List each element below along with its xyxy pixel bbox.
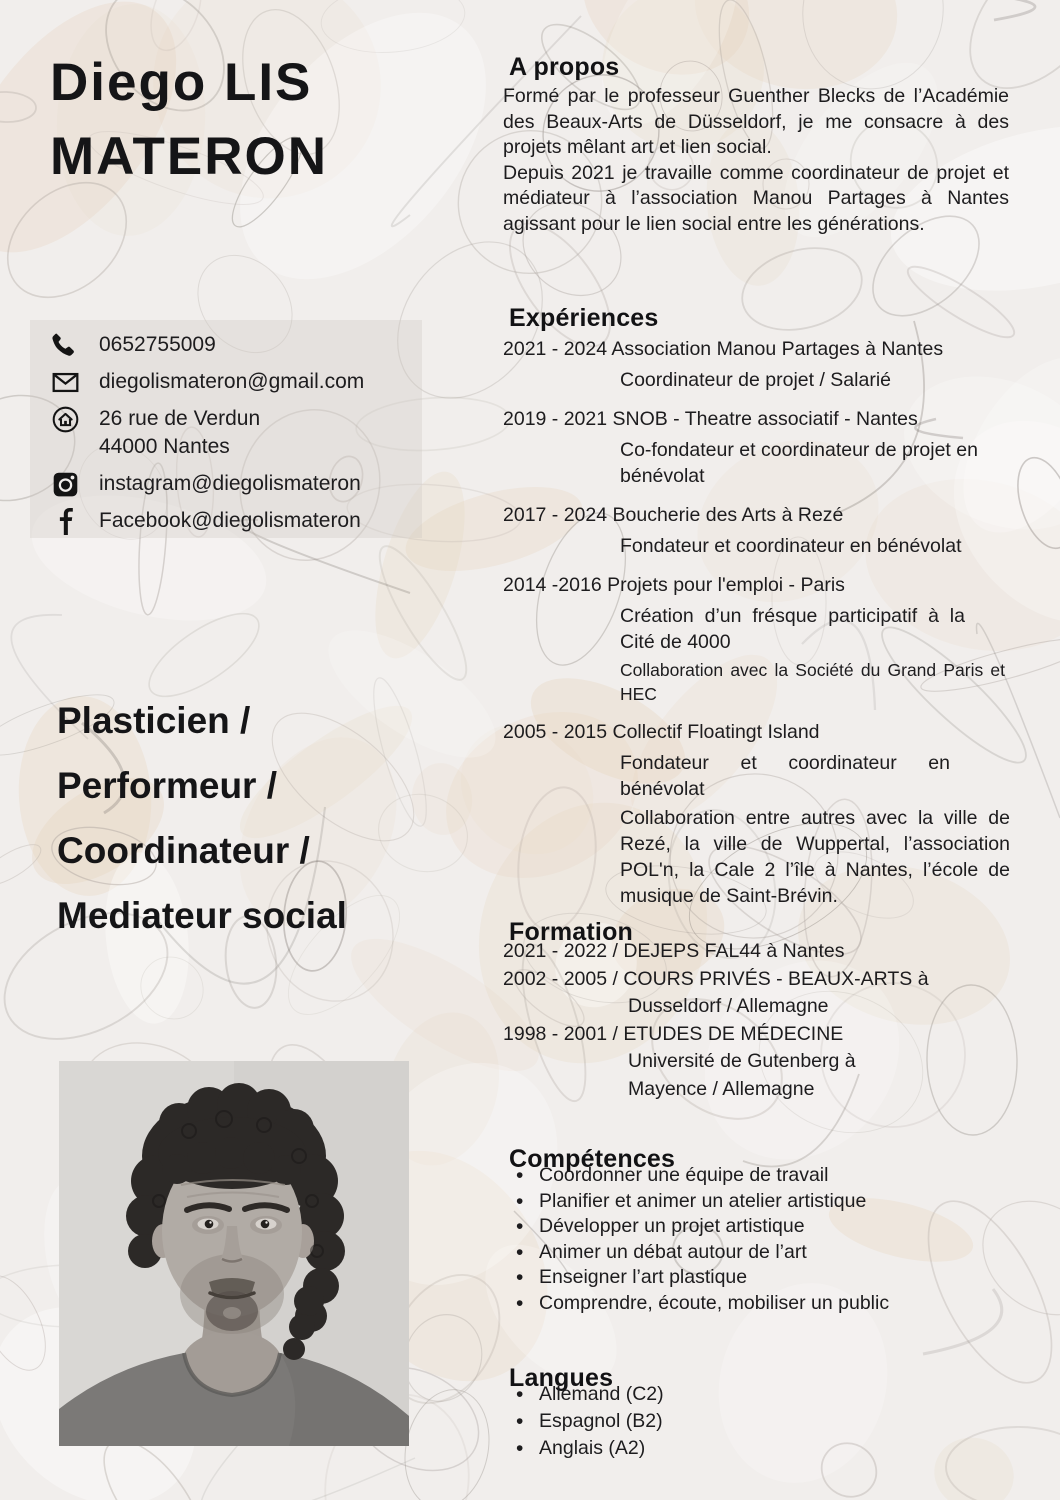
contact-item-phone [52, 331, 364, 359]
experience-title: 2014 -2016 Projets pour l'emploi - Paris [503, 574, 845, 596]
experience-detail: Collaboration entre autres avec la ville de Rezé, la ville de Wuppertal, l’association POL'n, la Cale 2 l’île à Nantes, l’école de musique de Saint-Brévin. [620, 807, 1010, 907]
formation-line: 2002 - 2005 / COURS PRIVÉS - BEAUX-ARTS à [503, 967, 929, 990]
formation-list [503, 938, 1010, 1103]
formation-line: Université de Gutenberg à [628, 1050, 856, 1072]
address [99, 405, 260, 461]
experience-title: 2019 - 2021 SNOB - Theatre associatif - Nantes [503, 408, 918, 430]
experience-entry [503, 572, 1010, 706]
experience-entry [503, 719, 1010, 909]
formation-line: Mayence / Allemagne [628, 1077, 815, 1100]
home-icon [52, 406, 79, 433]
name-line-2: MATERON [50, 127, 328, 186]
about-paragraph: Depuis 2021 je travaille comme coordinateur de projet et médiateur à l’association Manou Partages à Nantes agissant pour le lien social entre les générations. [503, 161, 1009, 235]
experience-detail: Création d’un frésque participatif à la Cité de 4000 [620, 605, 965, 653]
email-icon [52, 369, 79, 396]
formation-line: Dusseldorf / Allemagne [628, 995, 829, 1017]
experience-entry [503, 502, 1010, 559]
experience-entry [503, 406, 1010, 489]
formation-line: 1998 - 2001 / ETUDES DE MÉDECINE [503, 1022, 844, 1045]
competences-list [503, 1163, 889, 1316]
instagram-icon [52, 471, 79, 498]
experience-entry [503, 336, 1010, 393]
address-line-2: 44000 Nantes [99, 435, 230, 458]
section-heading-experiences: Expériences [509, 303, 659, 332]
competence-item: • Animer un débat autour de l’art [503, 1240, 889, 1266]
facebook-handle: Facebook@diegolismateron [99, 509, 361, 532]
contact-item-instagram [52, 470, 364, 498]
name-line-1: Diego LIS [50, 53, 313, 112]
section-heading-about: A propos [509, 52, 620, 81]
competence-item: • Coordonner une équipe de travail [503, 1163, 889, 1189]
competence-item: • Planifier et animer un atelier artistique [503, 1189, 889, 1215]
experience-list [503, 336, 1010, 922]
facebook-icon [52, 508, 79, 535]
langues-list [503, 1381, 664, 1462]
competence-item: • Comprendre, écoute, mobiliser un public [503, 1291, 889, 1317]
contact-item-facebook [52, 507, 364, 535]
langue-item: • Espagnol (B2) [503, 1408, 664, 1435]
competence-item: • Enseigner l’art plastique [503, 1265, 889, 1291]
experience-detail: Collaboration avec la Société du Grand Paris et HEC [620, 660, 1005, 704]
contact-item-address [52, 405, 364, 461]
experience-title: 2017 - 2024 Boucherie des Arts à Rezé [503, 504, 844, 526]
instagram-handle: instagram@diegolismateron [99, 472, 361, 495]
page-title [50, 46, 328, 194]
job-title-line: Mediateur social [57, 895, 347, 936]
langue-item: • Anglais (A2) [503, 1435, 664, 1462]
email-address: diegolismateron@gmail.com [99, 370, 365, 393]
competence-item: • Développer un projet artistique [503, 1214, 889, 1240]
job-title-line: Plasticien / [57, 700, 251, 741]
contact-list [52, 331, 364, 535]
experience-detail: Fondateur et coordinateur en bénévolat [620, 535, 962, 557]
address-line-1: 26 rue de Verdun [99, 407, 261, 430]
contact-item-email [52, 368, 364, 396]
phone-number: 0652755009 [99, 333, 216, 356]
section-heading-langues: Langues [509, 1363, 614, 1392]
job-title-line: Coordinateur / [57, 830, 310, 871]
experience-title: 2005 - 2015 Collectif Floatingt Island [503, 721, 820, 743]
section-heading-formation: Formation [509, 917, 634, 946]
experience-detail: Coordinateur de projet / Salarié [620, 369, 891, 391]
experience-title: 2021 - 2024 Association Manou Partages à Nantes [503, 338, 944, 360]
formation-line: 2021 - 2022 / DEJEPS FAL44 à Nantes [503, 940, 845, 962]
about-paragraph: Formé par le professeur Guenther Blecks de l’Académie des Beaux-Arts de Düsseldorf, je me consacre à des projets mêlant art et lien social. [503, 85, 1009, 158]
experience-detail: Co-fondateur et coordinateur de projet en bénévolat [620, 439, 978, 487]
langue-item: • Allemand (C2) [503, 1381, 664, 1408]
section-heading-competences: Compétences [509, 1144, 676, 1173]
job-titles [57, 688, 347, 948]
phone-icon [52, 332, 79, 359]
portrait-photo [59, 1061, 409, 1446]
experience-detail: Fondateur et coordinateur en bénévolat [620, 752, 950, 800]
job-title-line: Performeur / [57, 765, 278, 806]
about-text [503, 84, 1009, 237]
